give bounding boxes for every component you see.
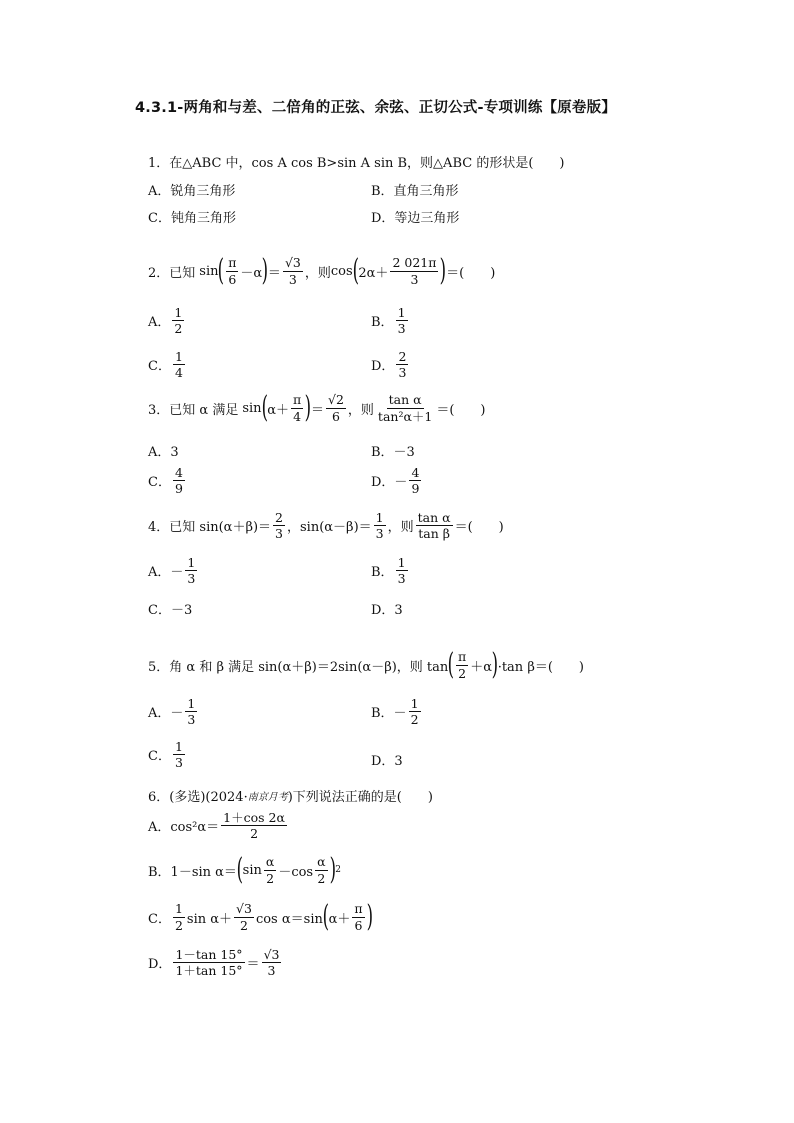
page-title: 4.3.1-两角和与差、二倍角的正弦、余弦、正切公式-专项训练【原卷版】 bbox=[135, 100, 617, 116]
q1-option-d: D．等边三角形 bbox=[371, 211, 460, 226]
q3-option-a: A．3 bbox=[148, 445, 179, 460]
q3-stem: 3．已知 α 满足 sin ( α＋ $\frac{\pi}{4}$ ) ＝ $\frac{√2}{6}$ ，则 $\frac{\text{tan α}}{\text{tan²α＋1}}$ ＝( ) bbox=[148, 390, 486, 425]
q2-prefix: 2．已知 bbox=[148, 265, 196, 281]
q2-sin: sin bbox=[199, 263, 219, 279]
q2-stem: 2．已知 sin ( $\frac{\pi}{6}$ －α ) ＝ $\frac{√3}{3}$ ，则 cos ( 2α＋ $\frac{2 021\pi}{3}$ ) ＝( ) bbox=[148, 253, 496, 288]
q6-option-a: A．cos²α＝ $\frac{1+\cos 2\alpha}{2}$ bbox=[148, 810, 285, 842]
q2-option-d: D． $\frac{2}{3}$ bbox=[371, 349, 407, 381]
q4-stem: 4．已知 sin(α＋β)＝ $\frac{2}{3}$ ，sin(α－β)＝ $\frac{1}{3}$ ，则 $\frac{\text{tan α}}{\text{tan β}}$ ＝( ) bbox=[148, 510, 504, 542]
q2-eq: ＝( ) bbox=[446, 265, 496, 281]
q5-option-a: A．－ $\frac{1}{3}$ bbox=[148, 696, 196, 728]
q3-option-b: B．－3 bbox=[371, 445, 415, 460]
q2-then: ，则 bbox=[304, 265, 331, 281]
q1-option-c: C．钝角三角形 bbox=[148, 211, 236, 226]
q2-cos: cos bbox=[330, 263, 353, 279]
q4-option-b: B． $\frac{1}{3}$ bbox=[371, 555, 406, 587]
q2-frac-pi6: $\frac{\pi}{6}$ bbox=[228, 255, 237, 287]
q5-option-d: D．3 bbox=[371, 754, 403, 769]
q5-option-c: C． $\frac{1}{3}$ bbox=[148, 739, 183, 771]
q5-stem: 5．角 α 和 β 满足 sin(α＋β)＝2sin(α－β)，则 tan ( $\frac{\pi}{2}$ ＋α ) ·tan β＝( ) bbox=[148, 647, 584, 682]
q4-option-d: D．3 bbox=[371, 603, 403, 618]
q4-option-c: C．－3 bbox=[148, 603, 193, 618]
q3-tan-frac: $\frac{\text{tan α}}{\text{tan²α＋1}}$ bbox=[377, 392, 433, 424]
q6-option-d: D． $\frac{1-\tan 15^\circ}{1+\tan 15^\circ}$ ＝ $\frac{√3}{3}$ bbox=[148, 947, 280, 979]
q1-stem bbox=[148, 152, 564, 171]
q6-stem: 6．(多选)(2024· 南京月考 )下列说法正确的是( ) bbox=[148, 790, 433, 805]
q3-option-c: C． $\frac{4}{9}$ bbox=[148, 465, 183, 497]
q6-source-note: 南京月考 bbox=[247, 792, 288, 803]
q1-option-a: A．锐角三角形 bbox=[148, 184, 236, 199]
q2-minus-alpha: －α bbox=[240, 265, 263, 281]
q3-prefix: 3．已知 α 满足 bbox=[148, 402, 239, 418]
q2-paren-close: ) bbox=[261, 253, 269, 288]
q2-option-a: A． $\frac{1}{2}$ bbox=[148, 305, 183, 337]
q2-frac-sqrt3: $\frac{√3}{3}$ bbox=[284, 255, 301, 287]
q1-option-b: B．直角三角形 bbox=[371, 184, 459, 199]
q5-option-b: B．－ $\frac{1}{2}$ bbox=[371, 696, 419, 728]
q6-option-c: C． $\frac{1}{2}$ sin α＋ $\frac{√3}{2}$ cos α＝sin ( α＋ $\frac{\pi}{6}$ ) bbox=[148, 899, 373, 934]
q2-option-c: C． $\frac{1}{4}$ bbox=[148, 349, 183, 381]
q6-option-b: B．1－sin α＝ ( sin $\frac{\alpha}{2}$ －cos $\frac{\alpha}{2}$ ) 2 bbox=[148, 852, 341, 887]
q2-option-b: B． $\frac{1}{3}$ bbox=[371, 305, 406, 337]
q3-option-d: D．－ $\frac{4}{9}$ bbox=[371, 465, 420, 497]
q2-frac-2021pi: $\frac{2 021\pi}{3}$ bbox=[392, 255, 437, 287]
q2-paren-open: ( bbox=[218, 253, 225, 288]
q2-two-alpha: 2α＋ bbox=[358, 265, 389, 281]
q1-stem-text: 1．在△ABC 中，cos A cos B>sin A sin B，则△ABC 的形状是( ) bbox=[148, 156, 565, 171]
q4-option-a: A．－ $\frac{1}{3}$ bbox=[148, 555, 196, 587]
